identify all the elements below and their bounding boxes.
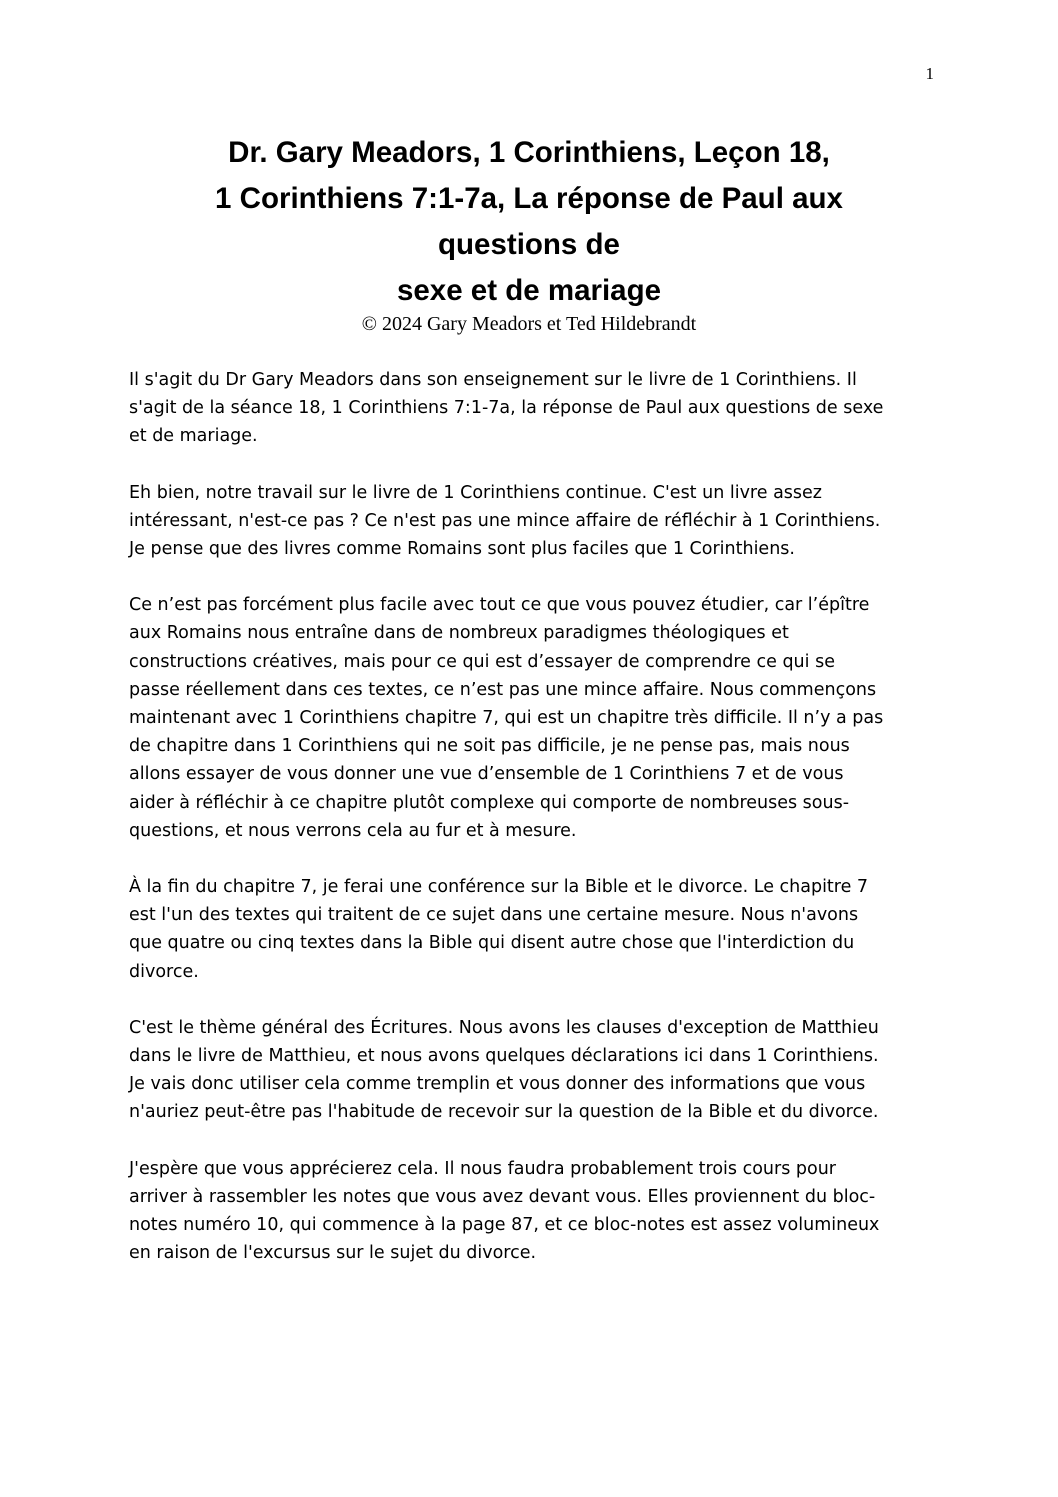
text-line: J'espère que vous apprécierez cela. Il nous faudra probablement trois cours pour — [129, 1158, 836, 1179]
title-line: sexe et de mariage — [396, 274, 662, 307]
title-block — [100, 130, 958, 338]
text-line: passe réellement dans ces textes, ce n’est pas une mince affaire. Nous commençons — [129, 679, 877, 700]
text-line: À la fin du chapitre 7, je ferai une conférence sur la Bible et le divorce. Le chapitre 7 — [129, 877, 869, 898]
text-line: maintenant avec 1 Corinthiens chapitre 7, qui est un chapitre très difficile. Il n’y a pas — [129, 708, 884, 729]
text-line: C'est le thème général des Écritures. Nous avons les clauses d'exception de Matthieu — [129, 1017, 879, 1038]
paragraph-5 — [129, 1014, 939, 1127]
text-line: Je vais donc utiliser cela comme tremplin et vous donner des informations que vous — [129, 1074, 866, 1095]
text-line: Ce n’est pas forcément plus facile avec tout ce que vous pouvez étudier, car l’épître — [129, 595, 870, 616]
text-line: en raison de l'excursus sur le sujet du divorce. — [129, 1243, 537, 1264]
text-line: que quatre ou cinq textes dans la Bible qui disent autre chose que l'interdiction du — [129, 933, 855, 954]
paragraph-1 — [129, 366, 939, 451]
text-line: dans le livre de Matthieu, et nous avons quelques déclarations ici dans 1 Corinthiens. — [129, 1046, 879, 1067]
paragraph-4 — [129, 873, 939, 986]
text-line: aider à réfléchir à ce chapitre plutôt complexe qui comporte de nombreuses sous- — [129, 792, 850, 813]
text-line: est l'un des textes qui traitent de ce sujet dans une certaine mesure. Nous n'avons — [129, 905, 859, 926]
title-line: questions de — [438, 228, 620, 261]
paragraph-2 — [129, 479, 939, 564]
text-line: Il s'agit du Dr Gary Meadors dans son enseignement sur le livre de 1 Corinthiens. Il — [129, 370, 857, 390]
text-line: et de mariage. — [129, 426, 258, 447]
text-line: Je pense que des livres comme Romains sont plus faciles que 1 Corinthiens. — [129, 539, 795, 560]
text-line: n'auriez peut-être pas l'habitude de recevoir sur la question de la Bible et du divorce. — [129, 1102, 879, 1123]
body-text — [129, 366, 939, 1295]
text-line: questions, et nous verrons cela au fur et à mesure. — [129, 820, 577, 841]
text-line: de chapitre dans 1 Corinthiens qui ne soit pas difficile, je ne pense pas, mais nous — [129, 736, 850, 757]
text-line: constructions créatives, mais pour ce qui est d’essayer de comprendre ce qui se — [129, 651, 835, 672]
text-line: Eh bien, notre travail sur le livre de 1 Corinthiens continue. C'est un livre assez — [129, 482, 822, 503]
text-line: arriver à rassembler les notes que vous avez devant vous. Elles proviennent du bloc- — [129, 1186, 876, 1207]
text-line: aux Romains nous entraîne dans de nombreux paradigmes théologiques et — [129, 623, 789, 644]
text-line: allons essayer de vous donner une vue d’ensemble de 1 Corinthiens 7 et de vous — [129, 764, 844, 785]
text-line: s'agit de la séance 18, 1 Corinthiens 7:1-7a, la réponse de Paul aux questions de sexe — [129, 398, 884, 419]
title-line: Dr. Gary Meadors, 1 Corinthiens, Leçon 18, — [228, 136, 830, 169]
page-number: 1 — [925, 64, 934, 83]
text-line: intéressant, n'est-ce pas ? Ce n'est pas une mince affaire de réfléchir à 1 Corinthiens. — [129, 510, 881, 531]
paragraph-3 — [129, 591, 939, 845]
text-line: notes numéro 10, qui commence à la page 87, et ce bloc-notes est assez volumineux — [129, 1215, 880, 1236]
title-line: 1 Corinthiens 7:1-7a, La réponse de Paul aux — [215, 182, 843, 215]
text-line: divorce. — [129, 961, 199, 982]
paragraph-6 — [129, 1155, 939, 1268]
copyright-notice: © 2024 Gary Meadors et Ted Hildebrandt — [361, 313, 697, 335]
